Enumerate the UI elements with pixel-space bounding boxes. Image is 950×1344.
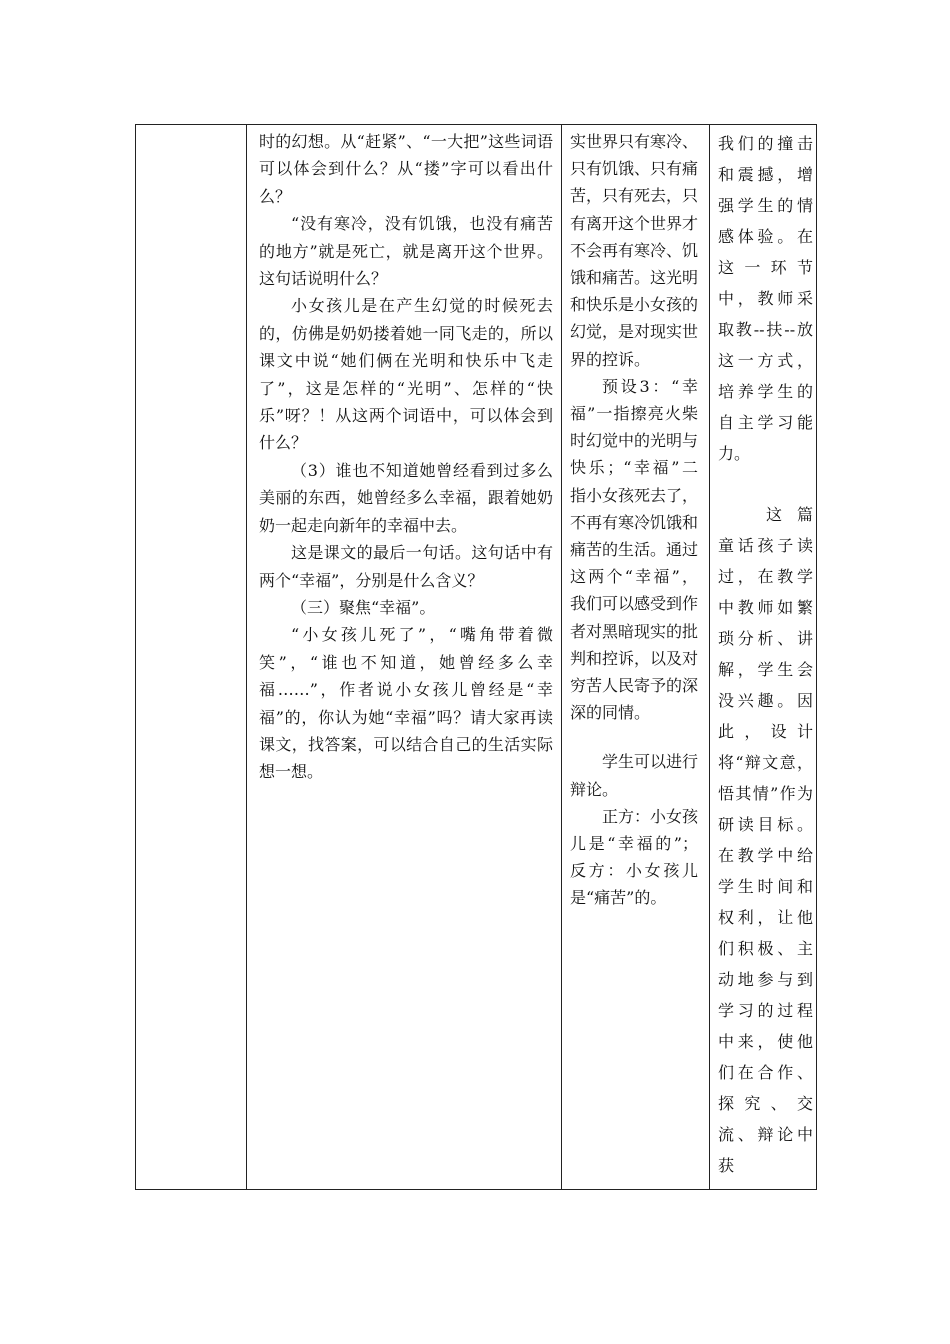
spacer <box>718 469 813 499</box>
paragraph: 小女孩儿是在产生幻觉的时候死去的，仿佛是奶奶搂着她一同飞走的，所以课文中说“她们俩在光明和快乐中飞走了”，这是怎样的“光明”、怎样的“快乐”呀？！从这两个词语中，可以体会到什么？ <box>259 296 553 453</box>
table-cell-student-activity <box>565 125 703 912</box>
paragraph: “小女孩儿死了”，“嘴角带着微笑”，“谁也不知道，她曾经多么幸福……”，作者说小女孩儿曾经是“幸福”的，你认为她“幸福”吗？请大家再读课文，找答案，可以结合自己的生活实际想一想。 <box>259 625 553 782</box>
paragraph: 时的幻想。从“赶紧”、“一大把”这些词语可以体会到什么？从“搂”字可以看出什么？ <box>259 132 553 206</box>
section-heading: （三）聚焦“幸福”。 <box>291 597 436 617</box>
paragraph: 预设3：“幸福”一指擦亮火柴时幻觉中的光明与快乐；“幸福”二指小女孩死去了，不再有寒冷饥饿和痛苦的生活。通过这两个“幸福”，我们可以感受到作者对黑暗现实的批判和控诉，以及对穷苦人民寄予的深深的同情。 <box>570 376 699 723</box>
column-divider <box>246 125 247 1189</box>
spacer <box>570 726 698 748</box>
paragraph: 这篇童话孩子读过，在教学中教师如繁琐分析、讲解，学生会没兴趣。因此，设计将“辩文意，悟其情”作为研读目标。在教学中给学生时间和权利，让他们积极、主动地参与到学习的过程中来，使他们在合作、探究、交流、辩论中获 <box>718 505 813 1175</box>
table-cell-teaching-process <box>253 125 559 786</box>
lesson-plan-table <box>135 124 817 1190</box>
paragraph: 实世界只有寒冷、只有饥饿、只有痛苦，只有死去，只有离开这个世界才不会再有寒冷、饥饿和痛苦。这光明和快乐是小女孩的幻觉，是对现实世界的控诉。 <box>570 132 699 369</box>
paragraph: 学生可以进行辩论。 <box>570 752 699 799</box>
table-cell-design-intent <box>713 125 817 1181</box>
column-divider <box>709 125 710 1189</box>
paragraph: “没有寒冷，没有饥饿，也没有痛苦的地方”就是死亡，就是离开这个世界。这句话说明什么？ <box>259 214 553 289</box>
paragraph: 正方：小女孩儿是“幸福的”；反方：小女孩儿是“痛苦”的。 <box>570 806 699 908</box>
paragraph: （3）谁也不知道她曾经看到过多么美丽的东西，她曾经多么幸福，跟着她奶奶一起走向新年的幸福中去。 <box>259 460 553 535</box>
paragraph: 我们的撞击和震撼，增强学生的情感体验。在这一环节中，教师采取教--扶--放这一方式，培养学生的自主学习能力。 <box>718 134 813 463</box>
paragraph: 这是课文的最后一句话。这句话中有两个“幸福”，分别是什么含义？ <box>259 543 553 590</box>
column-divider <box>561 125 562 1189</box>
